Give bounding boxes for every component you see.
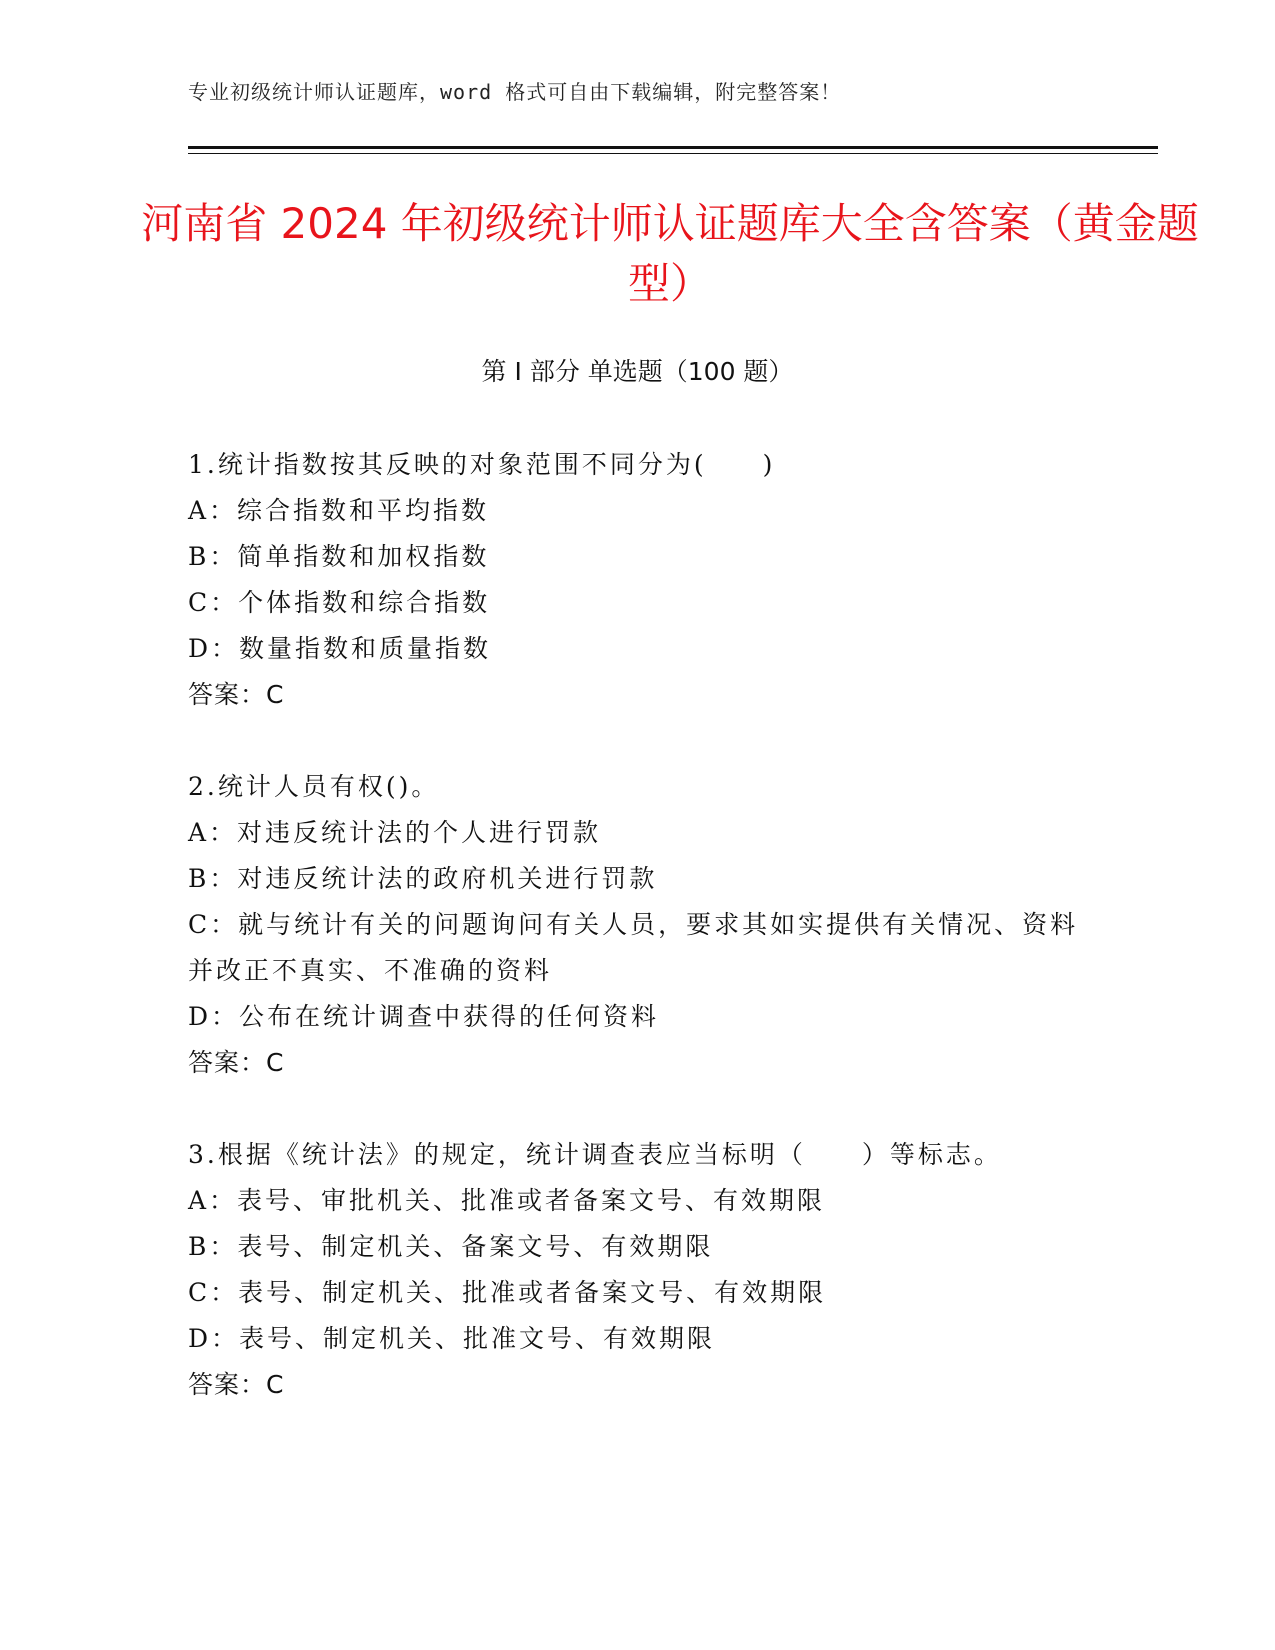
question-list	[188, 442, 1088, 1454]
answer-line: 答案：C	[188, 680, 285, 709]
option-c: C：个体指数和综合指数	[188, 588, 491, 617]
option-c: C：表号、制定机关、批准或者备案文号、有效期限	[188, 1278, 827, 1307]
option-b: B：对违反统计法的政府机关进行罚款	[188, 864, 658, 893]
question-3	[188, 1132, 1088, 1408]
question-stem: 1.统计指数按其反映的对象范围不同分为( )	[188, 450, 776, 479]
header-divider-thick	[188, 146, 1158, 149]
document-title: 河南省 2024 年初级统计师认证题库大全含答案（黄金题型）	[141, 199, 1199, 308]
option-a: A：表号、审批机关、批准或者备案文号、有效期限	[188, 1186, 826, 1215]
option-d: D：公布在统计调查中获得的任何资料	[188, 1002, 660, 1031]
option-b: B：简单指数和加权指数	[188, 542, 490, 571]
option-d: D：数量指数和质量指数	[188, 634, 492, 663]
header-divider-thin	[188, 153, 1158, 154]
question-1	[188, 442, 1088, 718]
question-2	[188, 764, 1088, 1086]
option-b: B：表号、制定机关、备案文号、有效期限	[188, 1232, 714, 1261]
question-stem: 3.根据《统计法》的规定，统计调查表应当标明（ ）等标志。	[188, 1140, 1002, 1169]
header-note: 专业初级统计师认证题库，word 格式可自由下载编辑，附完整答案！	[188, 80, 842, 104]
option-c: C：就与统计有关的问题询问有关人员，要求其如实提供有关情况、资料并改正不真实、不准确的资料	[188, 910, 1079, 985]
answer-line: 答案：C	[188, 1370, 285, 1399]
option-d: D：表号、制定机关、批准文号、有效期限	[188, 1324, 716, 1353]
answer-line: 答案：C	[188, 1048, 285, 1077]
question-stem: 2.统计人员有权()。	[188, 772, 440, 801]
option-a: A：综合指数和平均指数	[188, 496, 490, 525]
section-heading: 第 I 部分 单选题（100 题）	[481, 357, 794, 386]
option-a: A：对违反统计法的个人进行罚款	[188, 818, 602, 847]
